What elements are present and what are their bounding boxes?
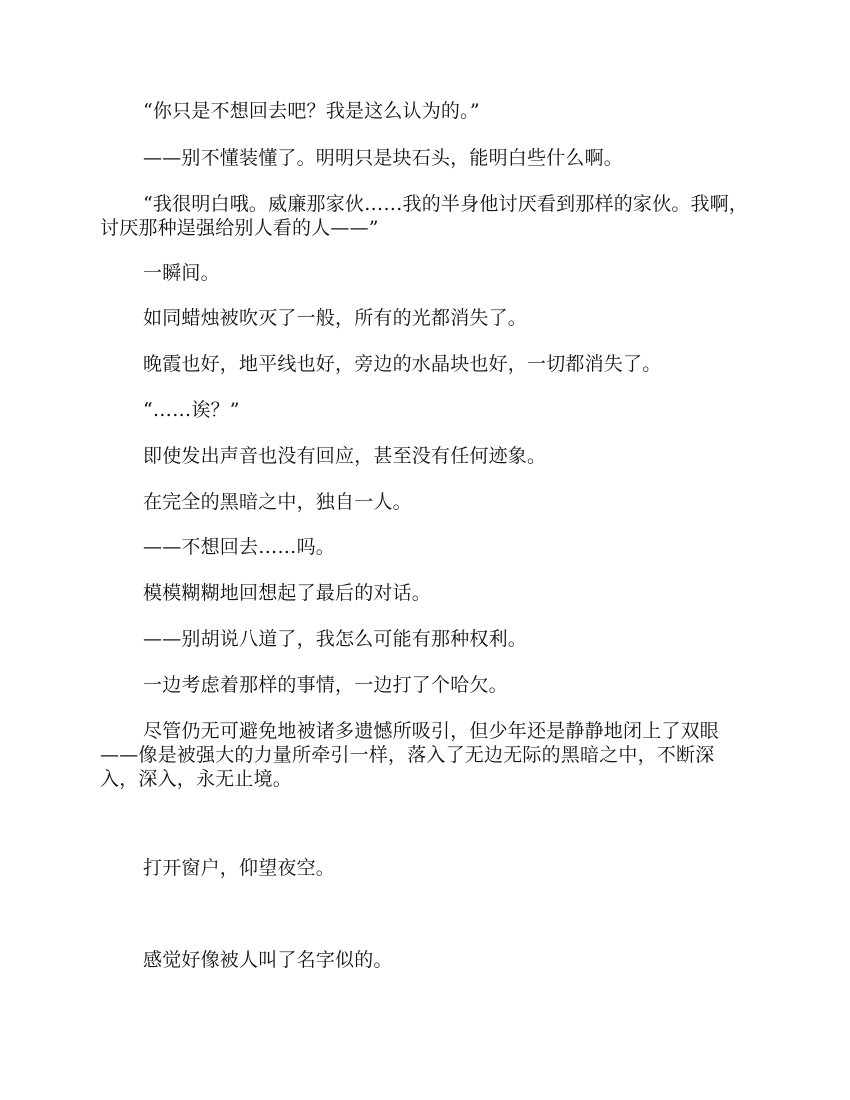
- paragraph: 一瞬间。: [143, 262, 220, 284]
- paragraph: “你只是不想回去吧？我是这么认为的。”: [143, 100, 480, 122]
- paragraph: “……诶？”: [143, 399, 240, 421]
- paragraph: 一边考虑着那样的事情，一边打了个哈欠。: [143, 674, 508, 696]
- paragraph: 在完全的黑暗之中，独自一人。: [143, 491, 412, 513]
- paragraph: ——别胡说八道了，我怎么可能有那种权利。: [143, 628, 528, 650]
- paragraph: 如同蜡烛被吹灭了一般，所有的光都消失了。: [143, 307, 528, 329]
- paragraph: “我很明白哦。威廉那家伙……我的半身他讨厌看到那样的家伙。我啊，讨厌那种逞强给别人看的人——”: [100, 193, 749, 239]
- paragraph: 打开窗户，仰望夜空。: [143, 857, 336, 879]
- paragraph: 模模糊糊地回想起了最后的对话。: [143, 582, 432, 604]
- paragraph: ——不想回去……吗。: [143, 536, 336, 558]
- paragraph: 尽管仍无可避免地被诸多遗憾所吸引，但少年还是静静地闭上了双眼——像是被强大的力量所牵引一样，落入了无边无际的黑暗之中，不断深入，深入，永无止境。: [100, 720, 720, 790]
- paragraph: 晚霞也好，地平线也好，旁边的水晶块也好，一切都消失了。: [143, 353, 662, 375]
- paragraph: 即使发出声音也没有回应，甚至没有任何迹象。: [143, 445, 547, 467]
- paragraph: ——别不懂装懂了。明明只是块石头，能明白些什么啊。: [143, 147, 624, 169]
- paragraph: 感觉好像被人叫了名字似的。: [143, 949, 393, 971]
